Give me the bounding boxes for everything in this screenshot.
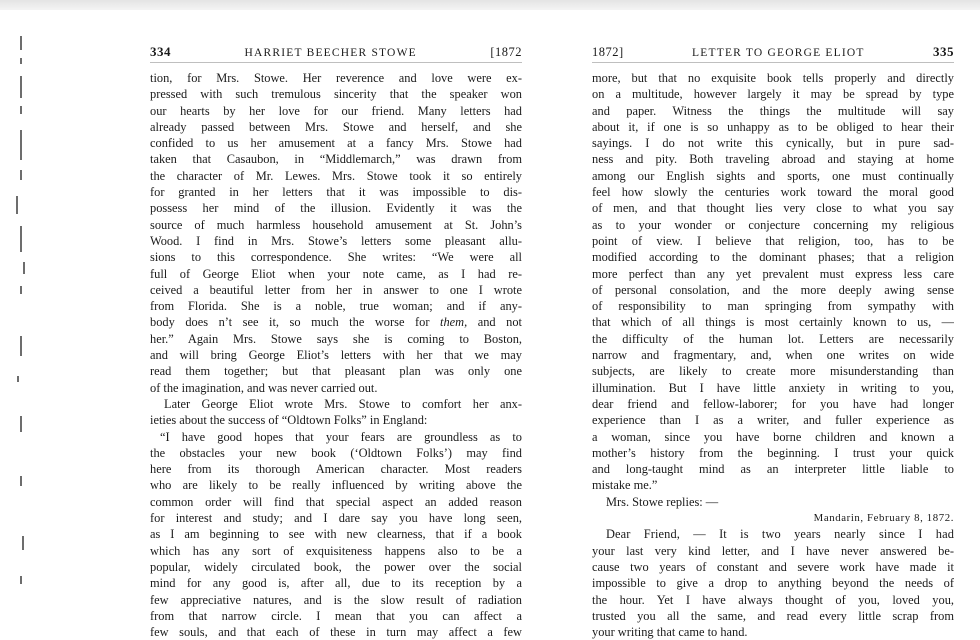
text-line: ceived a beautiful letter from her in answer to one I wrote	[150, 282, 522, 297]
text-line: of men, and that thought lies very close to what you say	[592, 201, 954, 216]
text-line: the obstacles your new book (‘Oldtown Folks’) may find	[150, 445, 522, 460]
text-span: body does n’t see it, so much the worse for	[150, 315, 430, 330]
text-line: for granted in her letters that it was impossible to dis-	[150, 185, 522, 200]
text-line: sayings. I do not write this cynically, but in pure sad-	[592, 136, 954, 151]
left-running-title: HARRIET BEECHER STOWE	[244, 47, 417, 59]
text-line: illumination. But I have little anxiety in writing to you,	[592, 380, 954, 395]
text-line-with-italic	[150, 314, 522, 330]
letter-dateline: Mandarin, February 8, 1872.	[813, 512, 954, 525]
text-line: impossible to give a drop to anything beyond the needs of	[592, 576, 954, 591]
right-page-text	[592, 70, 954, 640]
text-line: trusted you all the same, and read every little scrap from	[592, 608, 954, 623]
letter-salutation-line: Dear Friend, — It is two years nearly since I had	[606, 527, 954, 542]
text-line: feel how slowly the centuries work toward the moral good	[592, 185, 954, 200]
text-line: pressed with such tremulous sincerity that the speaker won	[150, 87, 522, 102]
text-line: as I am beginning to see with new clearness, that if a book	[150, 527, 522, 542]
text-line: who are likely to be really influenced by writing above the	[150, 478, 522, 493]
text-line: cause two years of constant and severe work have made it	[592, 559, 954, 574]
right-page	[592, 44, 954, 640]
left-page-number: 334	[150, 44, 171, 59]
right-running-year: 1872]	[592, 45, 624, 59]
text-line: read them together; but that pleasant plan was only one	[150, 364, 522, 379]
text-line: popular, widely circulated book, the power over the social	[150, 559, 522, 574]
text-line: ieties about the success of “Oldtown Folks” in England:	[150, 413, 428, 428]
right-running-head	[592, 44, 954, 63]
text-line: more perfect than any yet prevalent must express less care	[592, 266, 954, 281]
text-line: subjects, are likely to create more misunderstanding than	[592, 364, 954, 379]
text-line: for interest and study; and I dare say you have long seen,	[150, 511, 522, 526]
right-page-number: 335	[933, 44, 954, 59]
text-line: mother’s history from the beginning. I trust your quick	[592, 445, 954, 460]
text-line: Wood. I find in Mrs. Stowe’s letters some pleasant allu-	[150, 233, 522, 248]
left-running-head	[150, 44, 522, 63]
text-line: from Florida. She is a noble, true woman; and if any-	[150, 299, 522, 314]
text-span: and not	[467, 315, 522, 330]
text-line: few souls, and that each of these in turn may affect a few	[150, 625, 522, 640]
text-line: modified according to the dominant phases; that a religion	[592, 250, 954, 265]
text-line: her.” Again Mrs. Stowe says she is coming to Boston,	[150, 331, 522, 346]
text-line: common order will find that special aspect an added reason	[150, 494, 522, 509]
text-line: on a multitude, however largely it may be spread by type	[592, 87, 954, 102]
text-line: and will bring George Eliot’s letters with her that we may	[150, 348, 522, 363]
text-line: experience than I as a writer, and fuller experience as	[592, 413, 954, 428]
text-line: confided to us her amusement at a fancy Mrs. Stowe had	[150, 136, 522, 151]
text-line: Mrs. Stowe replies: —	[606, 494, 719, 509]
text-line: point of view. I believe that religion, too, has to be	[592, 233, 954, 248]
text-line: and long-taught mind as an interpreter little liable to	[592, 462, 954, 477]
text-line: a woman, since you have borne children and known a	[592, 429, 954, 444]
text-line: of personal consolation, and the more deeply awing sense	[592, 282, 954, 297]
text-line: mistake me.”	[592, 478, 658, 493]
text-line: about it, if one is so unhappy as to be obliged to hear their	[592, 119, 954, 134]
text-line: and paper. Witness the things the multitude will say	[592, 103, 954, 118]
text-line: that which of all things is most certainly known to us, —	[592, 315, 954, 330]
text-line: taken that Casaubon, in “Middlemarch,” was drawn from	[150, 152, 522, 167]
text-line: ness and pity. Both traveling abroad and staying at home	[592, 152, 954, 167]
text-line: full of George Eliot when your note came, as I had re-	[150, 266, 522, 281]
text-line: the character of Mr. Lewes. Mrs. Stowe took it so entirely	[150, 168, 522, 183]
text-line: dear friend and fellow-laborer; for you have had longer	[592, 396, 954, 411]
text-line: your last very kind letter, and I have never answered be-	[592, 543, 954, 558]
text-line: “I have good hopes that your fears are groundless as to	[160, 429, 522, 444]
text-line: Later George Eliot wrote Mrs. Stowe to comfort her anx-	[164, 396, 522, 411]
left-page-text	[150, 70, 522, 640]
text-line: the difficulty of the human lot. Letters are necessarily	[592, 331, 954, 346]
text-line: your writing that came to hand.	[592, 625, 748, 640]
left-page	[150, 44, 522, 640]
text-line: more, but that no exquisite book tells properly and directly	[592, 71, 954, 85]
text-line: here from its thorough American character. Most readers	[150, 462, 522, 477]
text-line: as to your wonder or conjecture concerning my religious	[592, 217, 954, 232]
text-line: few appreciative natures, and is the slow result of radiation	[150, 592, 522, 607]
text-line: our hearts by her love for our friend. Many letters had	[150, 103, 522, 118]
text-line: already passed between Mrs. Stowe and herself, and she	[150, 119, 522, 134]
italic-emphasis: them,	[440, 315, 468, 330]
text-line: mind for any good is, after all, due to its reception by a	[150, 576, 522, 591]
text-line: source of much harmless household amusement at St. John’s	[150, 217, 522, 232]
text-line: from that narrow circle. I mean that you can affect a	[150, 608, 522, 623]
left-running-year: [1872	[490, 45, 522, 59]
text-line: of the imagination, and was never carried out.	[150, 380, 378, 395]
binding-gutter-marks	[12, 36, 32, 596]
text-line: possess her mind of the illusion. Evidently it was the	[150, 201, 522, 216]
text-line: narrow and fragmentary, and, when one writes on wide	[592, 348, 954, 363]
text-line: tion, for Mrs. Stowe. Her reverence and love were ex-	[150, 71, 522, 85]
text-line: of responsibility to man springing from sympathy with	[592, 299, 954, 314]
right-running-title: LETTER TO GEORGE ELIOT	[692, 47, 865, 59]
text-line: the hour. Yet I have always thought of you, loved you,	[592, 592, 954, 607]
text-line: which has any sort of exquisiteness happens also to be a	[150, 543, 522, 558]
text-line: among our English sights and sports, one must continually	[592, 168, 954, 183]
text-line: sions to this correspondence. She writes: “We were all	[150, 250, 522, 265]
scan-edge-band	[0, 0, 980, 10]
